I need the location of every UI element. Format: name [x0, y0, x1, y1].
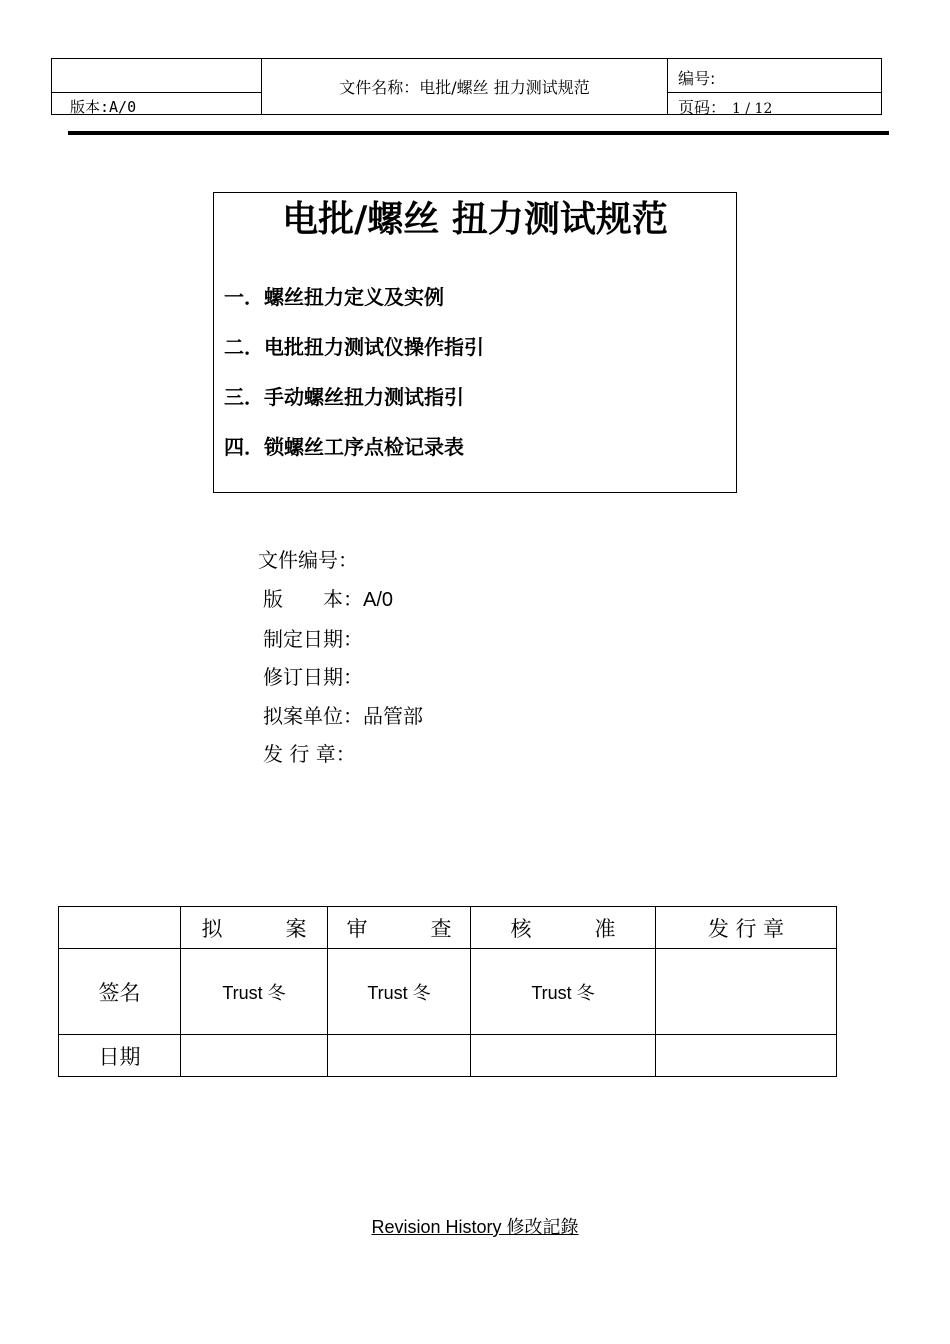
title-box	[213, 192, 737, 493]
created-date-label: 制定日期：	[263, 627, 363, 651]
table-row	[59, 949, 837, 1035]
table-row	[59, 1035, 837, 1077]
toc-item: 四．锁螺丝工序点检记录表	[224, 435, 464, 459]
file-number-label: 文件编号：	[258, 548, 358, 572]
header-version: 版本:A/0	[70, 98, 137, 116]
dept-row	[263, 700, 423, 729]
dept-value: 品管部	[363, 704, 423, 728]
header-file-name: 文件名称：电批/螺丝 扭力测试规范	[262, 59, 668, 114]
document-title: 电批/螺丝 扭力测试规范	[282, 199, 668, 240]
version-value: A/0	[363, 589, 394, 611]
revision-history-heading: Revision History 修改記錄	[371, 1217, 579, 1237]
header-page-label: 页码：	[678, 98, 727, 117]
toc-item: 三．手动螺丝扭力测试指引	[224, 385, 464, 409]
dept-label: 拟案单位：	[263, 704, 363, 728]
header-page-number: 1 / 12	[732, 101, 773, 117]
signature-cell: Trust 冬	[471, 949, 656, 1035]
table-header-cell: 发 行 章	[656, 907, 837, 949]
date-row-label: 日期	[59, 1035, 181, 1077]
sign-row-label: 签名	[59, 949, 181, 1035]
version-row	[263, 583, 393, 612]
date-cell	[471, 1035, 656, 1077]
toc-item: 二．电批扭力测试仪操作指引	[224, 335, 484, 359]
sign-off-table	[58, 906, 837, 1077]
revised-date-label: 修订日期：	[263, 665, 363, 689]
header-page	[678, 95, 772, 118]
document-header	[51, 58, 882, 115]
header-rule	[68, 131, 889, 135]
signature-cell	[656, 949, 837, 1035]
table-header-cell: 拟 案	[181, 907, 328, 949]
header-right-cell	[668, 59, 881, 117]
toc-item: 一．螺丝扭力定义及实例	[224, 285, 444, 309]
date-cell	[181, 1035, 328, 1077]
header-code-label: 编号:	[678, 69, 716, 88]
date-cell	[328, 1035, 471, 1077]
version-label: 版 本：	[263, 587, 363, 611]
header-left-cell	[52, 59, 262, 114]
table-header-cell: 核 准	[471, 907, 656, 949]
signature-cell: Trust 冬	[328, 949, 471, 1035]
date-cell	[656, 1035, 837, 1077]
seal-label: 发 行 章：	[263, 742, 356, 766]
table-row	[59, 907, 837, 949]
table-header-cell: 审 查	[328, 907, 471, 949]
table-header-cell	[59, 907, 181, 949]
signature-cell: Trust 冬	[181, 949, 328, 1035]
